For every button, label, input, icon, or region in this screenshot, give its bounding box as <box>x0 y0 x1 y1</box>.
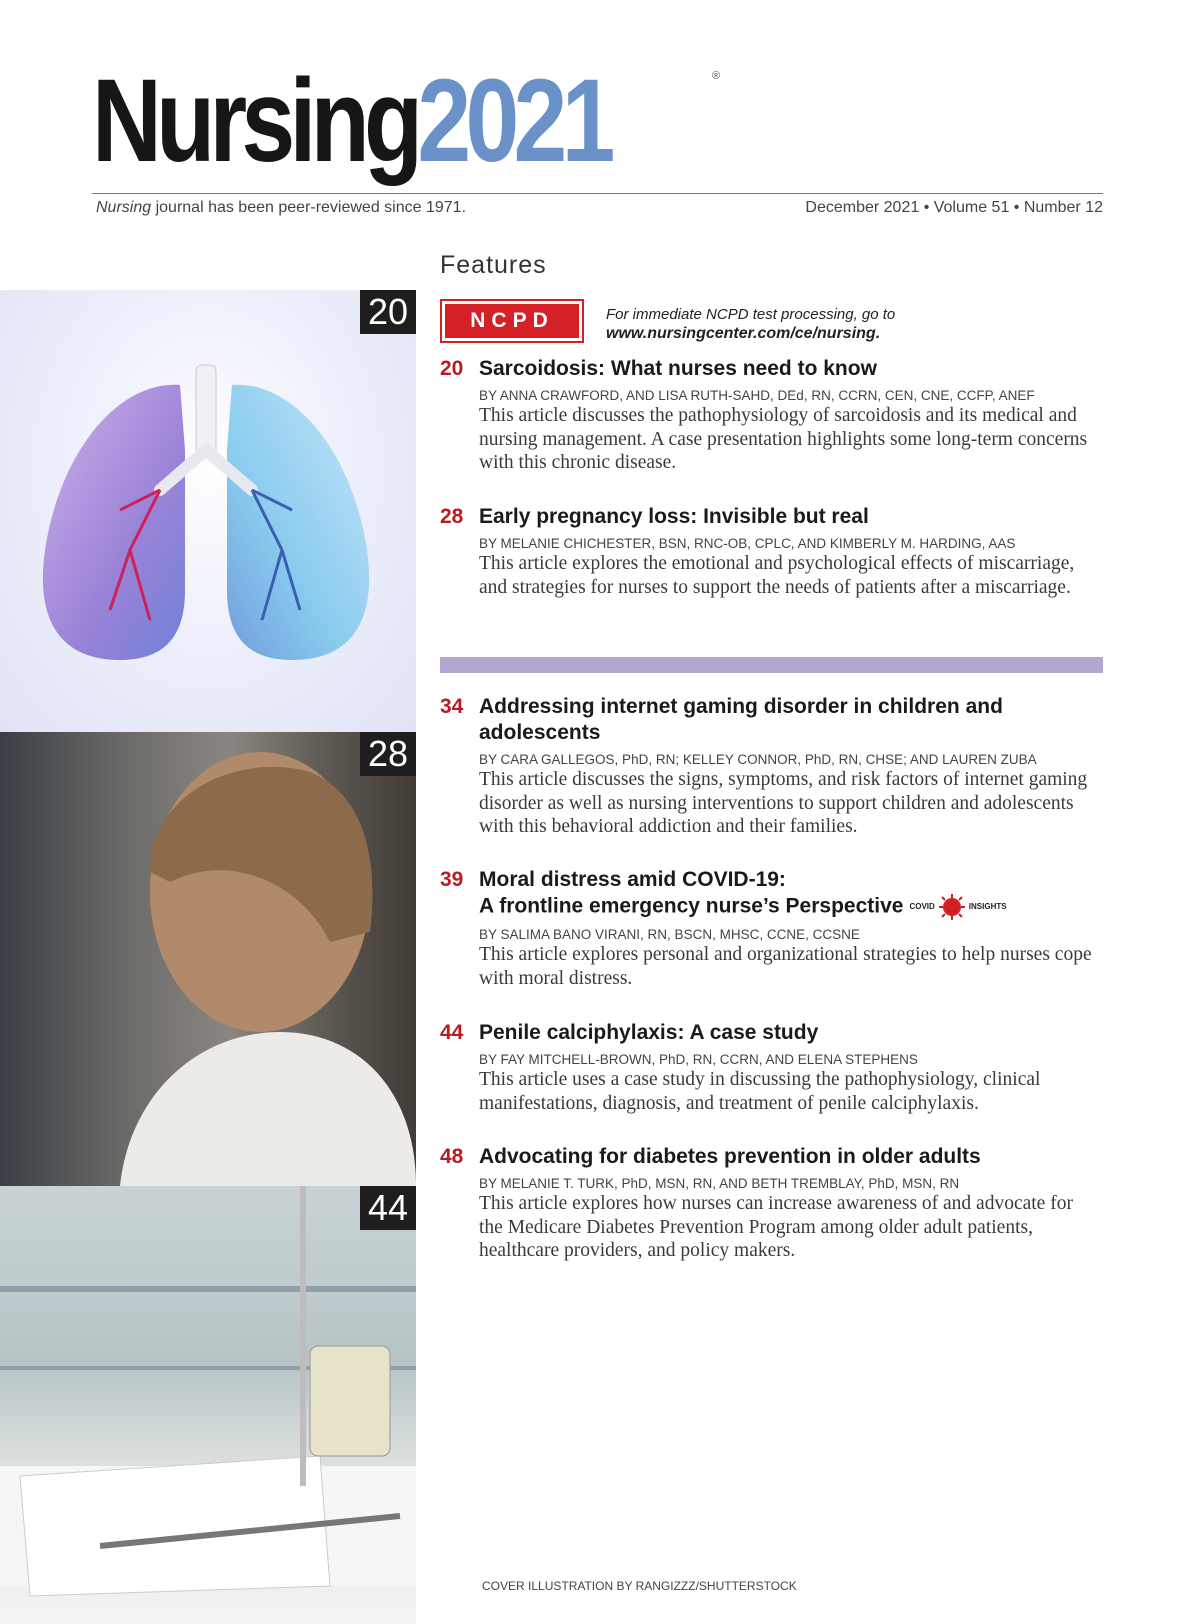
article-byline: BY CARA GALLEGOS, PhD, RN; KELLEY CONNOR, PhD, RN, CHSE; AND LAUREN ZUBA <box>479 752 1037 767</box>
article-title <box>440 504 1100 530</box>
logo-year: 2021 <box>417 55 610 187</box>
photo-page-tag-44: 44 <box>360 1186 416 1230</box>
logo-word: Nursing <box>92 55 418 187</box>
tagline-rest: journal has been peer-reviewed since 1971. <box>151 199 467 216</box>
article-title-text: Addressing internet gaming disorder in children and adolescents <box>479 695 1003 744</box>
article-byline: BY SALIMA BANO VIRANI, RN, BSCN, MHSC, CCNE, CCSNE <box>479 927 860 942</box>
article-page-number: 48 <box>440 1145 464 1168</box>
article-title <box>440 1020 1100 1046</box>
woman-silhouette-icon <box>0 732 416 1186</box>
covid-insights-badge <box>909 893 1006 921</box>
cover-credit: COVER ILLUSTRATION BY RANGIZZZ/SHUTTERSTOCK <box>482 1579 797 1593</box>
covid-badge-right: INSIGHTS <box>968 902 1007 911</box>
virus-icon <box>938 893 966 921</box>
logo-wordmark <box>92 55 610 187</box>
article-title <box>440 1144 1100 1170</box>
ncpd-badge <box>440 299 584 343</box>
ncpd-note <box>606 305 895 343</box>
article-title-text: Advocating for diabetes prevention in older adults <box>479 1145 981 1168</box>
article-page-number: 20 <box>440 357 464 380</box>
article-page-number: 34 <box>440 695 464 718</box>
article-page-number: 44 <box>440 1021 464 1044</box>
woman-profile-photo <box>0 732 416 1186</box>
photo-page-tag-28: 28 <box>360 732 416 776</box>
article-title <box>440 867 1100 921</box>
hospital-bed-icon <box>0 1186 416 1624</box>
article-title <box>440 694 1100 746</box>
article-title <box>440 356 1100 382</box>
article-title-line1: Moral distress amid COVID-19: <box>479 868 786 891</box>
article-byline: BY MELANIE T. TURK, PhD, MSN, RN, AND BETH TREMBLAY, PhD, MSN, RN <box>479 1176 960 1191</box>
issue-info: December 2021 • Volume 51 • Number 12 <box>805 199 1103 216</box>
ncpd-note-line1: For immediate NCPD test processing, go to <box>606 306 896 323</box>
lungs-icon <box>0 290 416 732</box>
article-title-line2: A frontline emergency nurse’s Perspective <box>479 894 904 918</box>
article-page-number: 39 <box>440 868 464 891</box>
article-title-text: Penile calciphylaxis: A case study <box>479 1021 819 1044</box>
article-description: This article explores the emotional and psychological effects of miscarriage, and strategies for nurses to support the needs of patients after a miscarriage. <box>479 553 1075 598</box>
lungs-illustration <box>0 290 416 732</box>
article-description: This article explores personal and organizational strategies to help nurses cope with moral distress. <box>479 944 1092 989</box>
article-byline: BY ANNA CRAWFORD, AND LISA RUTH-SAHD, DEd, RN, CCRN, CEN, CNE, CCFP, ANEF <box>479 388 1035 403</box>
ncpd-badge-label: NCPD <box>445 304 579 338</box>
tagline-italic: Nursing <box>96 199 152 216</box>
article-title-text: Sarcoidosis: What nurses need to know <box>479 357 877 380</box>
hospital-bed-photo <box>0 1186 416 1624</box>
masthead-logo <box>92 55 723 187</box>
tagline <box>96 199 466 217</box>
article-title-line2-wrap <box>479 893 1100 921</box>
photo-page-tag-20: 20 <box>360 290 416 334</box>
article-internet-gaming[interactable] <box>440 694 1100 839</box>
article-description: This article explores how nurses can increase awareness of and advocate for the Medicare Diabetes Prevention Program among older adult patients, healthcare providers, and policy makers. <box>479 1193 1073 1261</box>
covid-badge-left: COVID <box>909 902 935 911</box>
article-moral-distress[interactable] <box>440 867 1100 990</box>
registered-mark: ® <box>712 70 721 82</box>
article-byline: BY MELANIE CHICHESTER, BSN, RNC-OB, CPLC, AND KIMBERLY M. HARDING, AAS <box>479 536 1016 551</box>
article-penile-calciphylaxis[interactable] <box>440 1020 1100 1115</box>
article-diabetes-prevention[interactable] <box>440 1144 1100 1263</box>
features-heading: Features <box>440 251 547 279</box>
article-description: This article discusses the pathophysiology of sarcoidosis and its medical and nursing management. A case presentation highlights some long-term concerns with this chronic disease. <box>479 405 1088 473</box>
article-pregnancy-loss[interactable] <box>440 504 1100 599</box>
article-title-text: Early pregnancy loss: Invisible but real <box>479 505 869 528</box>
article-page-number: 28 <box>440 505 464 528</box>
article-sarcoidosis[interactable] <box>440 356 1100 475</box>
article-description: This article discusses the signs, symptoms, and risk factors of internet gaming disorder as well as nursing interventions to support children and adolescents with this behavioral addiction and their families. <box>479 769 1088 837</box>
ncpd-url-link[interactable]: www.nursingcenter.com/ce/nursing. <box>606 325 881 342</box>
header-rule <box>92 193 1103 194</box>
section-divider <box>440 657 1103 673</box>
article-description: This article uses a case study in discussing the pathophysiology, clinical manifestations, diagnosis, and treatment of penile calciphylaxis. <box>479 1069 1041 1114</box>
article-byline: BY FAY MITCHELL-BROWN, PhD, RN, CCRN, AND ELENA STEPHENS <box>479 1052 918 1067</box>
